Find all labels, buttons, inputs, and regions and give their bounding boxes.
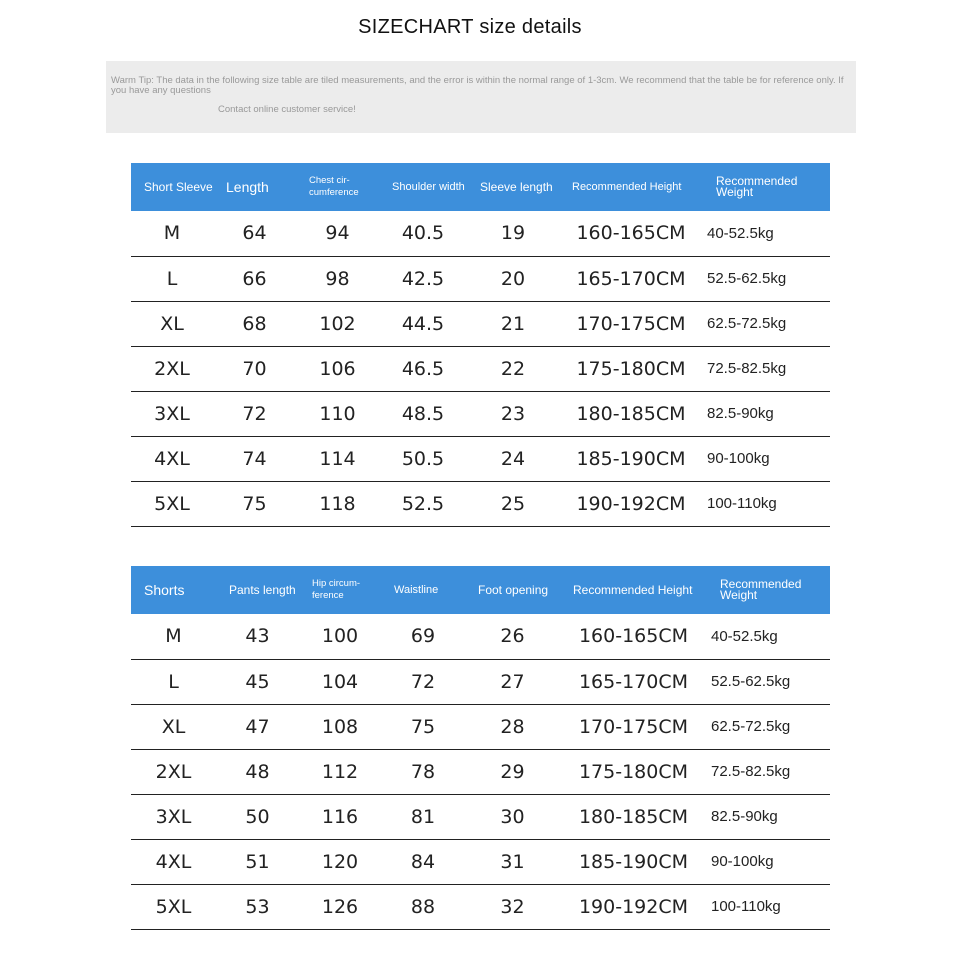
- table-cell: 72: [242, 402, 267, 425]
- table-cell: 175-180CM: [578, 760, 689, 783]
- table-row: [131, 794, 830, 839]
- table-row: [131, 301, 830, 346]
- size-cell: 5XL: [155, 895, 192, 918]
- table-cell: 165-170CM: [578, 670, 689, 693]
- table-cell: 82.5-90kg: [707, 405, 774, 422]
- table-cell: 51: [245, 850, 270, 873]
- table-cell: 116: [321, 805, 359, 828]
- size-cell: L: [166, 267, 178, 290]
- table-cell: 160-165CM: [578, 625, 689, 648]
- table-cell: 104: [321, 670, 359, 693]
- table-cell: 72.5-82.5kg: [707, 360, 787, 377]
- table-cell: 110: [319, 402, 356, 425]
- table-cell: 66: [242, 267, 267, 290]
- warm-tip-text: Warm Tip: The data in the following size table are tiled measurements, and the error is within the normal range of 1-3cm. We recommend that the table be for reference only. If you have any questions: [111, 75, 844, 96]
- column-header: Shoulder width: [392, 181, 465, 193]
- table-cell: 114: [319, 447, 356, 470]
- column-header: Hip circum- ference: [312, 578, 361, 601]
- table-cell: 48.5: [401, 402, 445, 425]
- table-cell: 62.5-72.5kg: [711, 718, 791, 735]
- table-cell: 30: [500, 805, 525, 828]
- size-cell: XL: [161, 715, 186, 738]
- column-header: Chest cir- cumference: [309, 175, 359, 198]
- short-sleeve-size-table: [131, 163, 830, 527]
- table-cell: 72: [410, 670, 436, 693]
- column-header: Foot opening: [478, 582, 549, 597]
- size-cell: M: [165, 625, 182, 648]
- table-cell: 19: [500, 222, 526, 245]
- page-title: SIZECHART size details: [358, 16, 582, 38]
- table-cell: 45: [245, 670, 270, 693]
- column-header: Recommended Height: [572, 181, 682, 193]
- table-cell: 70: [242, 357, 267, 380]
- table-row: [131, 614, 830, 659]
- table-cell: 90-100kg: [711, 853, 774, 870]
- size-cell: 3XL: [155, 805, 192, 828]
- table-cell: 175-180CM: [576, 357, 686, 380]
- table-cell: 170-175CM: [578, 715, 689, 738]
- table-row: [131, 839, 830, 884]
- column-header: Recommended Weight: [716, 174, 798, 199]
- table-row: [131, 704, 830, 749]
- table-cell: 40-52.5kg: [711, 627, 778, 645]
- table-row: [131, 211, 830, 256]
- table-cell: 100-110kg: [707, 495, 777, 512]
- table-cell: 112: [321, 760, 359, 783]
- table-cell: 69: [410, 625, 436, 648]
- table-cell: 52.5-62.5kg: [707, 270, 787, 287]
- column-header: Short Sleeve: [144, 179, 213, 194]
- table-cell: 82.5-90kg: [711, 808, 778, 825]
- table-cell: 170-175CM: [576, 312, 686, 335]
- table-cell: 42.5: [401, 267, 445, 290]
- table-cell: 32: [500, 895, 525, 918]
- table-row: [131, 884, 830, 929]
- table-cell: 26: [500, 625, 525, 648]
- size-cell: XL: [160, 312, 184, 335]
- table-cell: 190-192CM: [576, 492, 686, 515]
- table-cell: 29: [500, 760, 525, 783]
- table-cell: 185-190CM: [578, 850, 689, 873]
- table-cell: 24: [500, 447, 526, 470]
- table-cell: 78: [410, 760, 436, 783]
- table-header-row: [131, 163, 830, 211]
- column-header: Recommended Height: [573, 582, 693, 597]
- table-cell: 94: [325, 222, 350, 245]
- size-cell: M: [163, 222, 181, 245]
- table-cell: 28: [500, 715, 525, 738]
- table-cell: 25: [500, 492, 526, 515]
- table-cell: 98: [325, 267, 350, 290]
- table-cell: 84: [410, 850, 436, 873]
- size-cell: 2XL: [155, 760, 192, 783]
- table-cell: 68: [242, 312, 267, 335]
- table-cell: 81: [410, 805, 436, 828]
- size-cell: 4XL: [155, 850, 192, 873]
- table-row: [131, 749, 830, 794]
- table-cell: 106: [319, 357, 356, 380]
- table-cell: 52.5: [401, 492, 445, 515]
- column-header: Shorts: [144, 582, 185, 598]
- table-header-row: [131, 566, 830, 614]
- table-cell: 52.5-62.5kg: [711, 673, 791, 690]
- size-cell: 5XL: [154, 492, 190, 515]
- table-row: [131, 659, 830, 704]
- table-cell: 50: [245, 805, 270, 828]
- table-cell: 108: [321, 715, 359, 738]
- table-cell: 126: [321, 895, 359, 918]
- table-cell: 72.5-82.5kg: [711, 763, 791, 780]
- table-row: [131, 346, 830, 391]
- column-header: Pants length: [229, 582, 296, 597]
- table-cell: 90-100kg: [707, 450, 770, 467]
- table-cell: 21: [500, 312, 526, 335]
- table-row: [131, 436, 830, 481]
- table-cell: 102: [319, 312, 356, 335]
- contact-customer-service-text: Contact online customer service!: [218, 104, 356, 115]
- table-cell: 53: [245, 895, 270, 918]
- warm-tip-box: [106, 61, 856, 133]
- table-row: [131, 256, 830, 301]
- table-cell: 23: [500, 402, 526, 425]
- size-cell: L: [168, 670, 179, 693]
- shorts-size-table: [131, 566, 830, 930]
- table-cell: 44.5: [401, 312, 445, 335]
- table-cell: 40-52.5kg: [707, 224, 774, 242]
- table-cell: 180-185CM: [576, 402, 686, 425]
- table-cell: 47: [245, 715, 270, 738]
- table-cell: 118: [319, 492, 356, 515]
- table-row: [131, 481, 830, 526]
- size-cell: 4XL: [154, 447, 190, 470]
- table-cell: 74: [242, 447, 267, 470]
- table-cell: 40.5: [401, 222, 445, 245]
- table-cell: 64: [242, 222, 267, 245]
- table-cell: 50.5: [401, 447, 445, 470]
- table-cell: 100: [321, 625, 359, 648]
- table-cell: 100-110kg: [711, 898, 781, 915]
- table-cell: 75: [242, 492, 267, 515]
- table-cell: 31: [500, 850, 525, 873]
- table-cell: 120: [321, 850, 359, 873]
- table-cell: 46.5: [401, 357, 445, 380]
- column-header: Waistline: [394, 584, 439, 596]
- table-cell: 160-165CM: [576, 222, 686, 245]
- table-cell: 22: [500, 357, 526, 380]
- table-cell: 48: [245, 760, 270, 783]
- table-row: [131, 391, 830, 436]
- table-cell: 190-192CM: [578, 895, 689, 918]
- size-cell: 2XL: [154, 357, 190, 380]
- column-header: Length: [226, 179, 269, 195]
- table-cell: 43: [245, 625, 270, 648]
- table-cell: 75: [410, 715, 436, 738]
- table-cell: 62.5-72.5kg: [707, 315, 787, 332]
- table-cell: 165-170CM: [576, 267, 686, 290]
- size-cell: 3XL: [154, 402, 190, 425]
- table-cell: 20: [500, 267, 526, 290]
- column-header: Sleeve length: [480, 179, 553, 194]
- column-header: Recommended Weight: [720, 577, 802, 602]
- table-cell: 180-185CM: [578, 805, 689, 828]
- table-cell: 88: [410, 895, 436, 918]
- table-cell: 185-190CM: [576, 447, 686, 470]
- table-cell: 27: [500, 670, 525, 693]
